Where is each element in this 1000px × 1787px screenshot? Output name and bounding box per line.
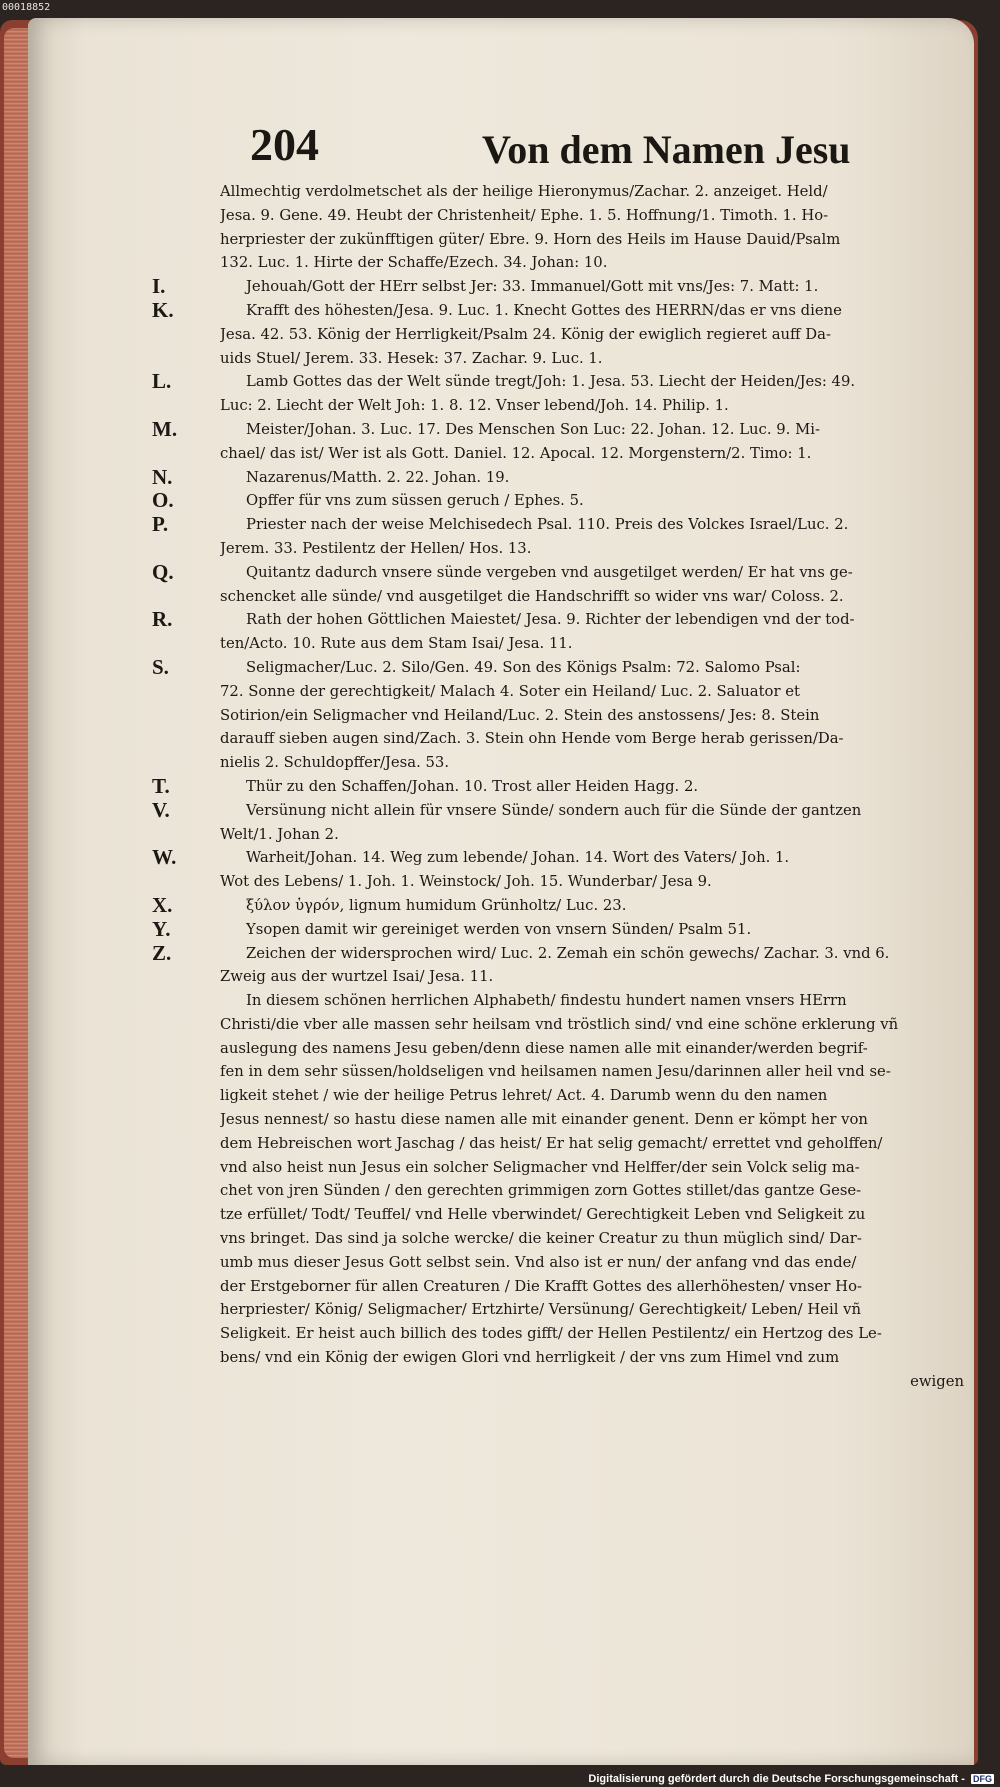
line-text: schencket alle sünde/ vnd ausgetilget die Handschrifft so wider vns war/ Coloss. 2. (220, 587, 844, 605)
text-line (150, 275, 970, 299)
line-text: Jesus nennest/ so hastu diese namen alle mit einander genent. Denn er kömpt her von (220, 1111, 868, 1129)
text-line (150, 537, 970, 561)
text-line (150, 608, 970, 632)
line-text: chael/ das ist/ Wer ist als Gott. Daniel. 12. Apocal. 12. Morgenstern/2. Timo: 1. (220, 444, 812, 462)
alphabet-marker (150, 680, 220, 704)
line-text: Priester nach der weise Melchisedech Psal. 110. Preis des Volckes Israel/Luc. 2. (246, 516, 849, 534)
line-text: Zeichen der widersprochen wird/ Luc. 2. Zemah ein schön gewechs/ Zachar. 3. vnd 6. (246, 944, 890, 962)
line-text: ligkeit stehet / wie der heilige Petrus lehret/ Act. 4. Darumb wenn du den namen (220, 1087, 828, 1105)
line-text: 72. Sonne der gerechtigkeit/ Malach 4. Soter ein Heiland/ Luc. 2. Saluator et (220, 682, 800, 700)
alphabet-marker (150, 1298, 220, 1322)
alphabet-marker (150, 1060, 220, 1084)
alphabet-marker: Q. (152, 559, 174, 584)
alphabet-marker (150, 1108, 220, 1132)
catchword: ewigen (910, 1372, 964, 1390)
alphabet-marker: P. (152, 512, 169, 537)
text-line (150, 418, 970, 442)
alphabet-marker: V. (152, 797, 170, 822)
text-line (150, 894, 970, 918)
text-line (150, 1108, 970, 1132)
alphabet-marker: M. (152, 416, 178, 441)
line-text: tze erfüllet/ Todt/ Teuffel/ vnd Helle vberwindet/ Gerechtigkeit Leben vnd Seligkeit zu (220, 1206, 866, 1224)
line-text: Lamb Gottes das der Welt sünde tregt/Joh: 1. Jesa. 53. Liecht der Heiden/Jes: 49. (246, 373, 856, 391)
text-line (150, 347, 970, 371)
text-line (150, 656, 970, 680)
text-line (150, 251, 970, 275)
line-text: Versünung nicht allein für vnsere Sünde/ sondern auch für die Sünde der gantzen (246, 801, 862, 819)
alphabet-marker (150, 180, 220, 204)
line-text: Ysopen damit wir gereiniget werden von vnsern Sünden/ Psalm 51. (246, 920, 752, 938)
line-text: nielis 2. Schuldopffer/Jesa. 53. (220, 754, 450, 772)
alphabet-marker (150, 204, 220, 228)
alphabet-marker: W. (152, 845, 177, 870)
text-line (150, 299, 970, 323)
alphabet-marker (150, 347, 220, 371)
line-text: Seligkeit. Er heist auch billich des todes gifft/ der Hellen Pestilentz/ ein Hertzog des Le- (220, 1325, 882, 1343)
text-line (150, 965, 970, 989)
line-text: ten/Acto. 10. Rute aus dem Stam Isai/ Jesa. 11. (220, 635, 573, 653)
line-text: Quitantz dadurch vnsere sünde vergeben vnd ausgetilget werden/ Er hat vns ge- (246, 563, 853, 581)
line-text: umb mus dieser Jesus Gott selbst sein. Vnd also ist er nun/ der anfang vnd das ende/ (220, 1253, 857, 1271)
line-text: Jesa. 42. 53. König der Herrligkeit/Psalm 24. König der ewiglich regieret auff Da- (220, 325, 831, 343)
alphabet-marker (150, 632, 220, 656)
text-line (150, 989, 970, 1013)
page-edges (4, 28, 28, 1758)
page-body (150, 180, 970, 1394)
text-line (150, 585, 970, 609)
text-line (150, 846, 970, 870)
running-title: Von dem Namen Jesu (482, 127, 851, 172)
text-line (150, 704, 970, 728)
digitization-credit-text: Digitalisierung gefördert durch die Deutsche Forschungsgemeinschaft - (588, 1773, 965, 1785)
alphabet-marker (150, 228, 220, 252)
line-text: darauff sieben augen sind/Zach. 3. Stein ohn Hende vom Berge herab gerissen/Da- (220, 730, 844, 748)
alphabet-marker (150, 1132, 220, 1156)
line-text: Opffer für vns zum süssen geruch / Ephes. 5. (246, 492, 584, 510)
alphabet-marker (150, 394, 220, 418)
text-line (150, 823, 970, 847)
text-line (150, 727, 970, 751)
text-line (150, 442, 970, 466)
line-text: Jerem. 33. Pestilentz der Hellen/ Hos. 13. (220, 539, 532, 557)
text-line (150, 1275, 970, 1299)
text-line (150, 799, 970, 823)
alphabet-marker (150, 727, 220, 751)
alphabet-marker (150, 1037, 220, 1061)
line-text: Luc: 2. Liecht der Welt Joh: 1. 8. 12. Vnser lebend/Joh. 14. Philip. 1. (220, 397, 729, 415)
line-text: Rath der hohen Göttlichen Maiestet/ Jesa. 9. Richter der lebendigen vnd der tod- (246, 611, 855, 629)
text-line (150, 1156, 970, 1180)
alphabet-marker (150, 823, 220, 847)
text-line (150, 775, 970, 799)
alphabet-marker (150, 965, 220, 989)
line-text: Meister/Johan. 3. Luc. 17. Des Menschen Son Luc: 22. Johan. 12. Luc. 9. Mi- (246, 420, 820, 438)
alphabet-marker (150, 251, 220, 275)
text-line (150, 561, 970, 585)
text-line (150, 1203, 970, 1227)
alphabet-marker (150, 1251, 220, 1275)
alphabet-marker: K. (152, 297, 174, 322)
text-line (150, 1084, 970, 1108)
alphabet-marker: L. (152, 369, 172, 394)
line-text: bens/ vnd ein König der ewigen Glori vnd herrligkeit / der vns zum Himel vnd zum (220, 1349, 840, 1367)
page-number: 204 (250, 119, 319, 170)
line-text: Warheit/Johan. 14. Weg zum lebende/ Johan. 14. Wort des Vaters/ Joh. 1. (246, 849, 790, 867)
line-text: vnd also heist nun Jesus ein solcher Seligmacher vnd Helffer/der sein Volck selig ma- (220, 1158, 860, 1176)
alphabet-marker: R. (152, 607, 173, 632)
alphabet-marker (150, 1156, 220, 1180)
alphabet-marker: Y. (152, 916, 171, 941)
alphabet-marker (150, 1227, 220, 1251)
line-text: Krafft des höhesten/Jesa. 9. Luc. 1. Knecht Gottes des HERRN/das er vns diene (246, 301, 842, 319)
text-line (150, 1013, 970, 1037)
text-line (150, 1179, 970, 1203)
alphabet-marker (150, 1013, 220, 1037)
catchword-line (150, 1370, 970, 1394)
alphabet-marker: X. (152, 892, 173, 917)
text-line (150, 870, 970, 894)
line-text: ξύλον ὑγρόν, lignum humidum Grünholtz/ Luc. 23. (246, 896, 627, 914)
alphabet-marker: I. (152, 274, 166, 299)
text-line (150, 1060, 970, 1084)
alphabet-marker (150, 1275, 220, 1299)
line-text: Sotirion/ein Seligmacher vnd Heiland/Luc. 2. Stein des anstossens/ Jes: 8. Stein (220, 706, 820, 724)
text-line (150, 466, 970, 490)
alphabet-marker (150, 870, 220, 894)
text-line (150, 1251, 970, 1275)
line-text: Jehouah/Gott der HErr selbst Jer: 33. Immanuel/Gott mit vns/Jes: 7. Matt: 1. (246, 278, 819, 296)
text-line (150, 513, 970, 537)
line-text: herpriester der zukünfftigen güter/ Ebre. 9. Horn des Heils im Hause Dauid/Psalm (220, 230, 841, 248)
alphabet-marker (150, 323, 220, 347)
text-line (150, 489, 970, 513)
alphabet-marker: N. (152, 464, 173, 489)
alphabet-marker: Z. (152, 940, 172, 965)
text-line (150, 751, 970, 775)
text-line (150, 918, 970, 942)
page-header (0, 118, 1000, 178)
text-line (150, 632, 970, 656)
alphabet-marker (150, 1084, 220, 1108)
line-text: der Erstgeborner für allen Creaturen / Die Krafft Gottes des allerhöhesten/ vnser Ho- (220, 1277, 862, 1295)
line-text: Seligmacher/Luc. 2. Silo/Gen. 49. Son des Königs Psalm: 72. Salomo Psal: (246, 658, 801, 676)
text-line (150, 1227, 970, 1251)
alphabet-marker (150, 1346, 220, 1370)
line-text: auslegung des namens Jesu geben/denn diese namen alle mit einander/werden begrif- (220, 1039, 868, 1057)
line-text: Jesa. 9. Gene. 49. Heubt der Christenheit/ Ephe. 1. 5. Hoffnung/1. Timoth. 1. Ho- (220, 206, 829, 224)
text-line (150, 323, 970, 347)
line-text: vns bringet. Das sind ja solche wercke/ die keiner Creatur zu thun müglich sind/ Dar- (220, 1230, 862, 1248)
text-line (150, 680, 970, 704)
alphabet-marker (150, 585, 220, 609)
alphabet-marker (150, 537, 220, 561)
text-line (150, 1346, 970, 1370)
line-text: fen in dem sehr süssen/holdseligen vnd heilsamen namen Jesu/darinnen aller heil vnd se- (220, 1063, 891, 1081)
text-line (150, 180, 970, 204)
line-text: Allmechtig verdolmetschet als der heilige Hieronymus/Zachar. 2. anzeiget. Held/ (220, 183, 828, 200)
text-line (150, 1037, 970, 1061)
line-text: chet von jren Sünden / den gerechten grimmigen zorn Gottes stillet/das gantze Gese- (220, 1182, 862, 1200)
alphabet-marker (150, 442, 220, 466)
text-line (150, 1322, 970, 1346)
line-text: uids Stuel/ Jerem. 33. Hesek: 37. Zachar. 9. Luc. 1. (220, 349, 603, 367)
dfg-logo: DFG (973, 1774, 992, 1784)
line-text: dem Hebreischen wort Jaschag / das heist/ Er hat selig gemacht/ errettet vnd geholffen/ (220, 1134, 883, 1152)
alphabet-marker (150, 704, 220, 728)
alphabet-marker (150, 989, 220, 1013)
line-text: 132. Luc. 1. Hirte der Schaffe/Ezech. 34. Johan: 10. (220, 254, 608, 272)
line-text: Nazarenus/Matth. 2. 22. Johan. 19. (246, 468, 510, 486)
text-line (150, 370, 970, 394)
text-line (150, 394, 970, 418)
text-line (150, 942, 970, 966)
line-text: Thür zu den Schaffen/Johan. 10. Trost aller Heiden Hagg. 2. (246, 777, 699, 795)
text-line (150, 204, 970, 228)
line-text: herpriester/ König/ Seligmacher/ Ertzhirte/ Versünung/ Gerechtigkeit/ Leben/ Heil vñ (220, 1301, 862, 1319)
line-text: Christi/die vber alle massen sehr heilsam vnd tröstlich sind/ vnd eine schöne erklerung vñ (220, 1015, 899, 1033)
alphabet-marker (150, 751, 220, 775)
line-text: In diesem schönen herrlichen Alphabeth/ findestu hundert namen vnsers HErrn (246, 992, 847, 1010)
line-text: Wot des Lebens/ 1. Joh. 1. Weinstock/ Joh. 15. Wunderbar/ Jesa 9. (220, 873, 712, 891)
alphabet-marker: O. (152, 488, 174, 513)
text-line (150, 1298, 970, 1322)
scan-identifier: 00018852 (2, 2, 51, 13)
text-line (150, 1132, 970, 1156)
digitization-credit (588, 1773, 994, 1785)
line-text: Zweig aus der wurtzel Isai/ Jesa. 11. (220, 968, 494, 986)
alphabet-marker (150, 1179, 220, 1203)
alphabet-marker (150, 1203, 220, 1227)
line-text: Welt/1. Johan 2. (220, 825, 339, 843)
alphabet-marker (150, 1322, 220, 1346)
alphabet-marker: T. (152, 773, 170, 798)
text-line (150, 228, 970, 252)
alphabet-marker: S. (152, 654, 169, 679)
